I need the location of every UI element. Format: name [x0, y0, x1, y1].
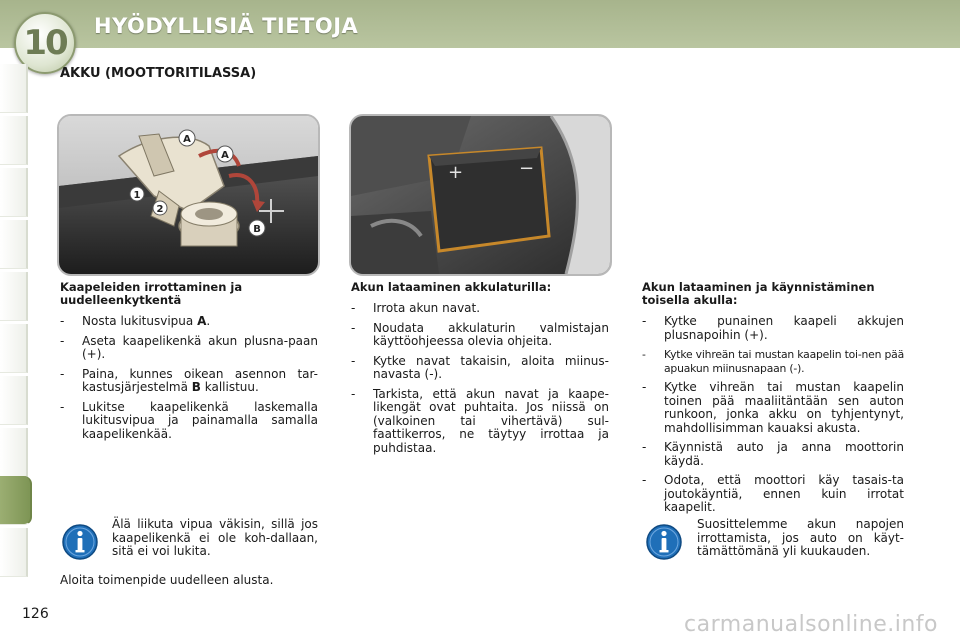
- chapter-title: HYÖDYLLISIÄ TIETOJA: [94, 14, 359, 38]
- list-item: - Noudata akkulaturin valmistajan käyttöohjeessa olevia ohjeita.: [351, 322, 609, 349]
- column-jump-start: [642, 281, 904, 521]
- watermark: carmanualsonline.info: [684, 612, 938, 637]
- chapter-tab[interactable]: [0, 116, 28, 165]
- column-charger: [351, 281, 609, 461]
- chapter-tab[interactable]: [0, 428, 28, 477]
- list-item: - Lukitse kaapelikenkä laskemalla lukitusvipua ja painamalla samalla kaapelikenkää.: [60, 401, 318, 442]
- chapter-tab[interactable]: [0, 64, 28, 113]
- chapter-tab[interactable]: [0, 324, 28, 373]
- col2-heading: Akun lataaminen akkulaturilla:: [351, 280, 552, 294]
- chapter-tab[interactable]: [0, 376, 28, 425]
- list-item: - Kytke punainen kaapeli akkujen plusnapoihin (+).: [642, 315, 904, 342]
- list-item: - Nosta lukitusvipua A.: [60, 315, 318, 329]
- list-item: - Odota, että moottori käy tasais-ta joutokäyntiä, ennen kuin irrotat kaapelit.: [642, 474, 904, 515]
- chapter-tab[interactable]: [0, 528, 28, 577]
- list-item: - Kytke vihreän tai mustan kaapelin toi-nen pää apuakun miinusnapaan (-).: [642, 348, 904, 375]
- info-icon: [646, 524, 682, 560]
- label-a-right: A: [221, 150, 229, 161]
- col3-heading: Akun lataaminen ja käynnistäminen toisella akulla:: [642, 280, 875, 307]
- chapter-tab[interactable]: [0, 168, 28, 217]
- label-2: 2: [156, 204, 164, 215]
- warning-note: Älä liikuta vipua väkisin, sillä jos kaapelikenkä ei ole koh-dallaan, sitä ei voi lukita.: [112, 517, 318, 558]
- section-title: AKKU (MOOTTORITILASSA): [60, 66, 257, 81]
- label-b: B: [253, 224, 261, 235]
- list-item: - Aseta kaapelikenkä akun plusna-paan (+).: [60, 335, 318, 362]
- list-item: - Kytke vihreän tai mustan kaapelin toinen pää maaliitäntään sen auton runkoon, jonka akku on tyhjentynyt, mahdollisimman kauaksi akusta.: [642, 381, 904, 435]
- minus-terminal-label: −: [519, 158, 535, 179]
- plus-terminal-label: +: [448, 162, 464, 183]
- list-item: - Tarkista, että akun navat ja kaape-likengät ovat puhtaita. Jos niissä on (valkoinen tai vihertävä) sul-faattikerros, ne täytyy irrottaa ja puhdistaa.: [351, 388, 609, 456]
- label-1: 1: [133, 190, 141, 201]
- list-item: - Käynnistä auto ja anna moottorin käydä.: [642, 441, 904, 468]
- column-cable-disconnect: [60, 281, 318, 447]
- list-item: - Paina, kunnes oikean asennon tar-kastusjärjestelmä B kallistuu.: [60, 368, 318, 395]
- list-item: - Irrota akun navat.: [351, 302, 609, 316]
- battery-terminal-photo: [57, 114, 320, 276]
- chapter-tab[interactable]: [0, 220, 28, 269]
- page-number: 126: [22, 606, 49, 622]
- list-item: - Kytke navat takaisin, aloita miinus-navasta (-).: [351, 355, 609, 382]
- info-icon: [62, 524, 98, 560]
- recommendation-note: Suosittelemme akun napojen irrottamista, jos auto on käyt-tämättömänä yli kuukauden.: [697, 517, 904, 558]
- col1-heading: Kaapeleiden irrottaminen ja uudelleenkytkentä: [60, 280, 243, 307]
- chapter-tab[interactable]: [0, 272, 28, 321]
- chapter-number: 10: [23, 23, 67, 63]
- engine-battery-photo: [349, 114, 612, 276]
- chapter-tab-active[interactable]: [0, 476, 32, 525]
- label-a-top: A: [183, 134, 191, 145]
- note-restart: Aloita toimenpide uudelleen alusta.: [60, 573, 274, 587]
